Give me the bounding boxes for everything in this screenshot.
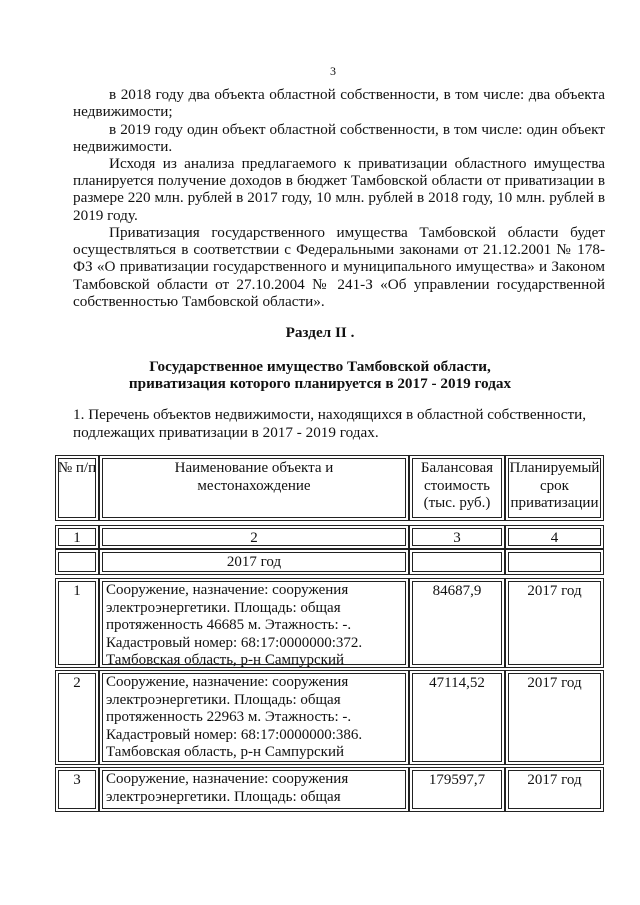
paragraph-legal-basis: Приватизация государственного имущества Тамбовской области будет осуществляться в соответствии с Федеральными законами от 21.12.2001 № 178-ФЗ «О приватизации государственного и муниципального имущества» и Законом Тамбовской области от 27.10.2004 № 241-З «Об управлении государственной собственностью Тамбовской области».	[73, 224, 605, 310]
header-name: Наименование объекта и местонахождение	[99, 455, 409, 521]
paragraph-2018: в 2018 году два объекта областной собственности, в том числе: два объекта недвижимости;	[73, 86, 605, 121]
row-1-num: 1	[55, 578, 99, 668]
row-2-cost: 47114,52	[409, 670, 505, 765]
row-2-name: Сооружение, назначение: сооружения электроэнергетики. Площадь: общая протяженность 22963 м. Этажность: -. Кадастровый номер: 68:17:0000000:386. Тамбовская область, р-н Сампурский	[99, 670, 409, 765]
row-2-term: 2017 год	[505, 670, 604, 765]
page-number: 3	[330, 64, 336, 78]
row-1-name: Сооружение, назначение: сооружения электроэнергетики. Площадь: общая протяженность 46685 м. Этажность: -. Кадастровый номер: 68:17:0000000:372. Тамбовская область, р-н Сампурский	[99, 578, 409, 668]
section-title: Раздел II .	[285, 324, 355, 341]
year-row-empty-cell	[55, 549, 99, 575]
row-3-name: Сооружение, назначение: сооружения электроэнергетики. Площадь: общая	[99, 767, 409, 812]
list-intro: 1. Перечень объектов недвижимости, находящихся в областной собственности, подлежащих приватизации в 2017 - 2019 годах.	[73, 406, 587, 441]
header-num: № п/п	[55, 455, 99, 521]
row-3-cost: 179597,7	[409, 767, 505, 812]
row-2-num: 2	[55, 670, 99, 765]
paragraph-income: Исходя из анализа предлагаемого к приватизации областного имущества планируется получение доходов в бюджет Тамбовской области от приватизации в размере 220 млн. рублей в 2017 году, 10 млн. рублей в 2018 году, 10 млн. рублей в 2019 году.	[73, 155, 605, 224]
row-3-num: 3	[55, 767, 99, 812]
year-row-empty-cell	[505, 549, 604, 575]
section-subtitle: Государственное имущество Тамбовской области, приватизация которого планируется в 2017 - 2019 годах	[128, 358, 512, 393]
year-group-label: 2017 год	[99, 549, 409, 575]
row-1-term: 2017 год	[505, 578, 604, 668]
header-cost: Балансовая стоимость (тыс. руб.)	[409, 455, 505, 521]
col-number-3: 3	[409, 525, 505, 549]
col-number-1: 1	[55, 525, 99, 549]
year-row-empty-cell	[409, 549, 505, 575]
col-number-4: 4	[505, 525, 604, 549]
row-3-term: 2017 год	[505, 767, 604, 812]
paragraph-2019: в 2019 году один объект областной собственности, в том числе: один объект недвижимости.	[73, 121, 605, 156]
col-number-2: 2	[99, 525, 409, 549]
header-term: Планируемый срок приватизации	[505, 455, 604, 521]
row-1-cost: 84687,9	[409, 578, 505, 668]
